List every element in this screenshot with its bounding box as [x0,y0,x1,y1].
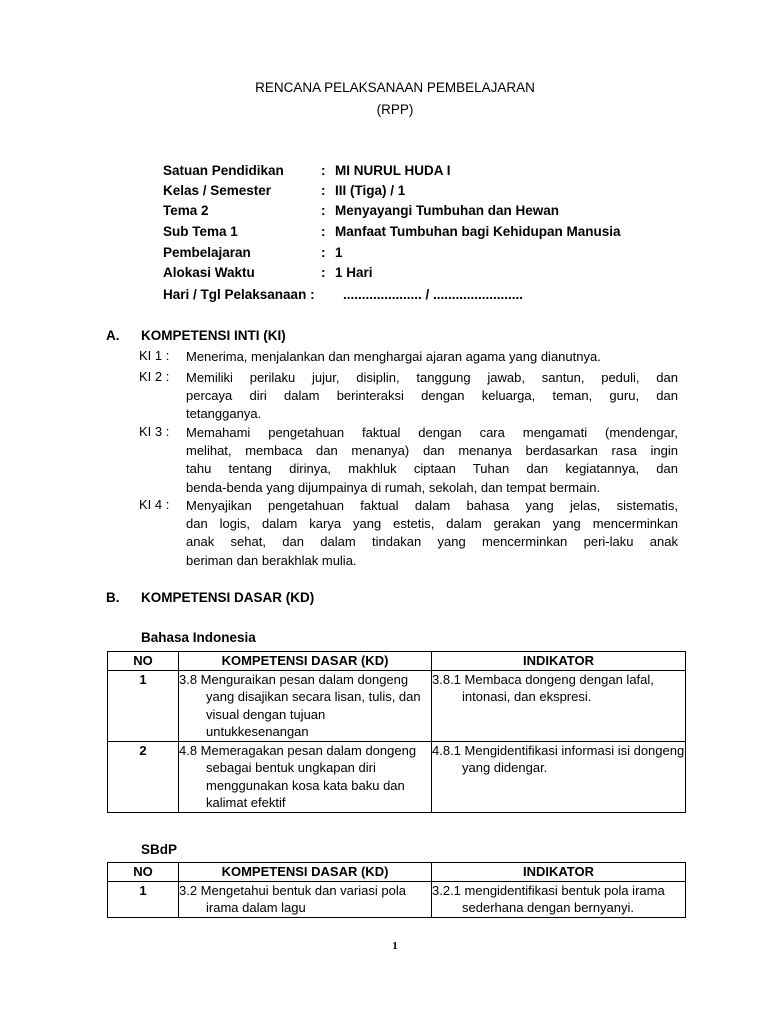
ki-3-text [186,424,678,497]
page-number: 1 [392,940,398,952]
identity-colon: : [321,183,326,198]
identity-label-pembelajaran: Pembelajaran [163,245,251,260]
identity-value-kelas: III (Tiga) / 1 [335,183,406,198]
ki-1-label: KI 1 : [139,348,170,363]
table-header-row [108,863,686,882]
identity-value-subtema: Manfaat Tumbuhan bagi Kehidupan Manusia [335,224,621,239]
ki-3-label: KI 3 : [139,424,170,439]
ki-4-label: KI 4 : [139,497,170,512]
header-kd: KOMPETENSI DASAR (KD) [179,652,432,671]
identity-colon: : [321,245,326,260]
section-a-letter: A. [106,328,120,343]
ki-4-line: anak sehat, dan dalam tindakan yang mencerminkan peri-laku anak [186,534,678,550]
ki-2-text [186,369,678,424]
ki-1-text [186,348,678,366]
ki-2-line: percaya diri dalam berinteraksi dengan keluarga, teman, guru, dan [186,388,678,404]
identity-value-pembelajaran: 1 [335,245,343,260]
identity-colon: : [321,224,326,239]
document-subtitle: (RPP) [376,102,414,117]
identity-value-tema: Menyayangi Tumbuhan dan Hewan [335,203,560,218]
kd-table-bahasa-indonesia [107,651,686,813]
cell-kd: 4.8 Memeragakan pesan dalam dongeng sebagai bentuk ungkapan diri menggunakan kosa kata baku dan kalimat efektif [179,741,432,812]
identity-value-alokasi: 1 Hari [335,265,373,280]
cell-indikator: 3.2.1 mengidentifikasi bentuk pola irama sederhana dengan bernyanyi. [432,881,686,917]
ki-3-line: Memahami pengetahuan faktual dengan cara mengamati (mendengar, [186,425,678,440]
identity-colon: : [321,163,326,178]
ki-4-line: beriman dan berakhlak mulia. [186,552,357,568]
document-title: RENCANA PELAKSANAAN PEMBELAJARAN [255,80,535,95]
ki-2-label: KI 2 : [139,369,170,384]
identity-value-hari: ..................... / ........................ [343,287,524,302]
kd-table-sbdp [107,862,686,918]
table-row [108,670,686,741]
identity-label-hari: Hari / Tgl Pelaksanaan : [163,287,315,302]
table-row [108,741,686,812]
identity-colon: : [321,265,326,280]
header-indikator: INDIKATOR [432,652,686,671]
header-no: NO [108,863,179,882]
ki-2-line: Memiliki perilaku jujur, disiplin, tanggung jawab, santun, peduli, dan [186,370,678,385]
subject-title-bahasa-indonesia: Bahasa Indonesia [141,630,256,645]
cell-no: 2 [108,741,179,812]
table-header-row [108,652,686,671]
ki-3-line: melihat, membaca dan menanya) dan menanya berdasarkan rasa ingin [186,443,678,459]
ki-3-line: tahu tentang dirinya, makhluk ciptaan Tuhan dan kegiatannya, dan [186,461,678,477]
subject-title-sbdp: SBdP [141,842,178,857]
identity-colon: : [321,203,326,218]
section-a-title: KOMPETENSI INTI (KI) [141,328,286,343]
cell-kd: 3.2 Mengetahui bentuk dan variasi pola irama dalam lagu [179,881,432,917]
ki-3-line: benda-benda yang dijumpainya di rumah, sekolah, dan tempat bermain. [186,479,601,495]
ki-2-line: tetangganya. [186,406,262,422]
ki-4-text [186,497,678,570]
cell-indikator: 3.8.1 Membaca dongeng dengan lafal, intonasi, dan ekspresi. [432,670,686,741]
identity-label-subtema: Sub Tema 1 [163,224,238,239]
header-no: NO [108,652,179,671]
identity-label-tema: Tema 2 [163,203,209,218]
header-indikator: INDIKATOR [432,863,686,882]
cell-no: 1 [108,670,179,741]
identity-label-kelas: Kelas / Semester [163,183,272,198]
ki-4-line: dan logis, dalam karya yang estetis, dalam gerakan yang mencerminkan [186,516,678,532]
cell-kd: 3.8 Menguraikan pesan dalam dongeng yang disajikan secara lisan, tulis, dan visual dengan tujuan untukkesenangan [179,670,432,741]
ki-1-line: Menerima, menjalankan dan menghargai ajaran agama yang dianutnya. [186,349,601,364]
cell-no: 1 [108,881,179,917]
identity-label-satuan: Satuan Pendidikan [163,163,284,178]
identity-value-satuan: MI NURUL HUDA I [335,163,451,178]
section-b-title: KOMPETENSI DASAR (KD) [141,590,315,605]
ki-4-line: Menyajikan pengetahuan faktual dalam bahasa yang jelas, sistematis, [186,498,678,513]
section-b-letter: B. [106,590,120,605]
table-row [108,881,686,917]
identity-label-alokasi: Alokasi Waktu [163,265,255,280]
header-kd: KOMPETENSI DASAR (KD) [179,863,432,882]
cell-indikator: 4.8.1 Mengidentifikasi informasi isi dongeng yang didengar. [432,741,686,812]
